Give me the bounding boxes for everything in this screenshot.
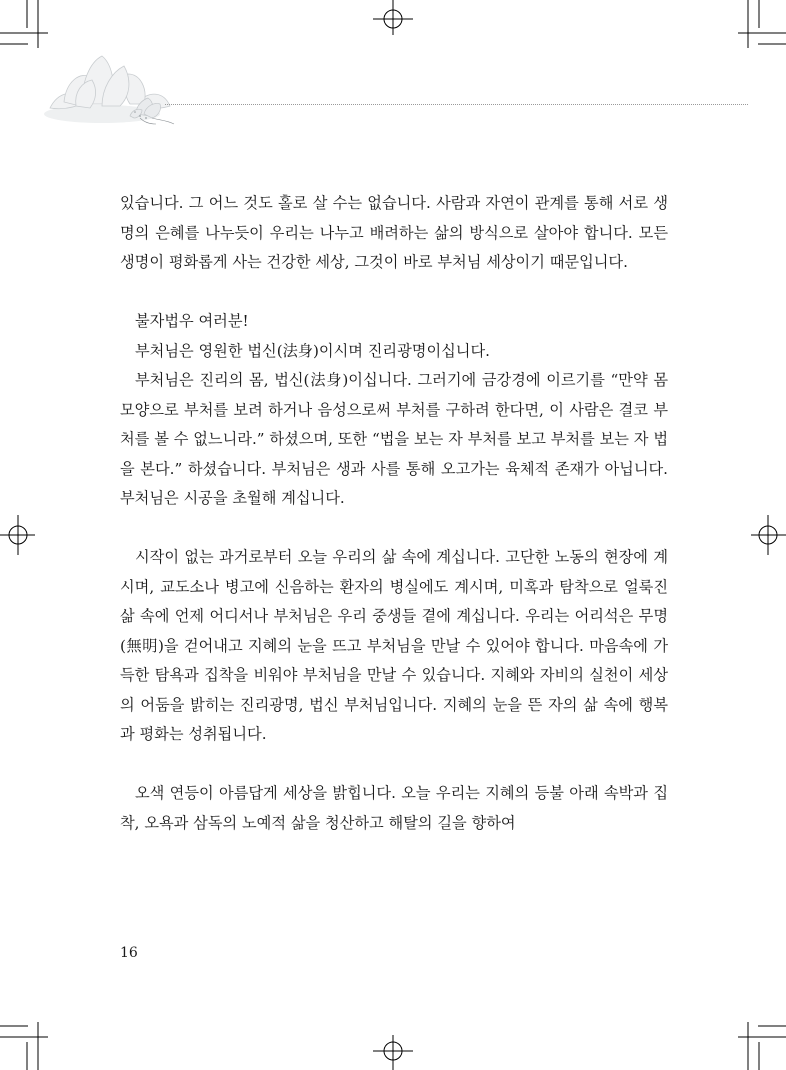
- paragraph-dharmakaya: 부처님은 진리의 몸, 법신(法身)이십니다. 그러기에 금강경에 이르기를 “만약 몸 모양으로 부처를 보려 하거나 음성으로써 부처를 구하려 한다면, 이 사람은 결코 부처를 볼 수 없느니라.” 하셨으며, 또한 “법을 보는 자 부처를 보고 부처를 보는 자 법을 본다.” 하셨습니다. 부처님은 생과 사를 통해 오고가는 육체적 존재가 아닙니다. 부처님은 시공을 초월해 계십니다.: [120, 371, 668, 507]
- paragraph-lotus-lanterns: 오색 연등이 아름답게 세상을 밝힙니다. 오늘 우리는 지혜의 등불 아래 속박과 집착, 오욕과 삼독의 노예적 삶을 청산하고 해탈의 길을 향하여: [120, 784, 668, 832]
- paragraph-gap: [120, 750, 668, 780]
- header-dotted-rule: [165, 104, 748, 105]
- paragraph-address: 불자법우 여러분!: [135, 312, 249, 330]
- page-body: [120, 189, 668, 838]
- paragraph-continuation: 있습니다. 그 어느 것도 홀로 살 수는 없습니다. 사람과 자연이 관계를 통해 서로 생명의 은혜를 나누듯이 우리는 나누고 배려하는 삶의 방식으로 살아야 합니다. 모든 생명이 평화롭게 사는 건강한 세상, 그것이 바로 부처님 세상이기 때문입니다.: [120, 194, 668, 271]
- page-number: 16: [120, 945, 138, 961]
- paragraph-gap: [120, 514, 668, 544]
- paragraph-dharmakaya-heading: 부처님은 영원한 법신(法身)이시며 진리광명이십니다.: [135, 341, 490, 360]
- paragraph-beginningless-past: 시작이 없는 과거로부터 오늘 우리의 삶 속에 계십니다. 고단한 노동의 현장에 계시며, 교도소나 병고에 신음하는 환자의 병실에도 계시며, 미혹과 탐착으로 얼룩진 삶 속에 언제 어디서나 부처님은 우리 중생들 곁에 계십니다. 우리는 어리석은 무명(無明)을 걷어내고 지혜의 눈을 뜨고 부처님을 만날 수 있어야 합니다. 마음속에 가득한 탐욕과 집착을 비워야 부처님을 만날 수 있습니다. 지혜와 자비의 실천이 세상의 어둠을 밝히는 진리광명, 법신 부처님입니다. 지혜의 눈을 뜬 자의 삶 속에 행복과 평화는 성취됩니다.: [120, 548, 668, 743]
- lotus-flower-icon: [40, 52, 180, 128]
- paragraph-gap: [120, 278, 668, 308]
